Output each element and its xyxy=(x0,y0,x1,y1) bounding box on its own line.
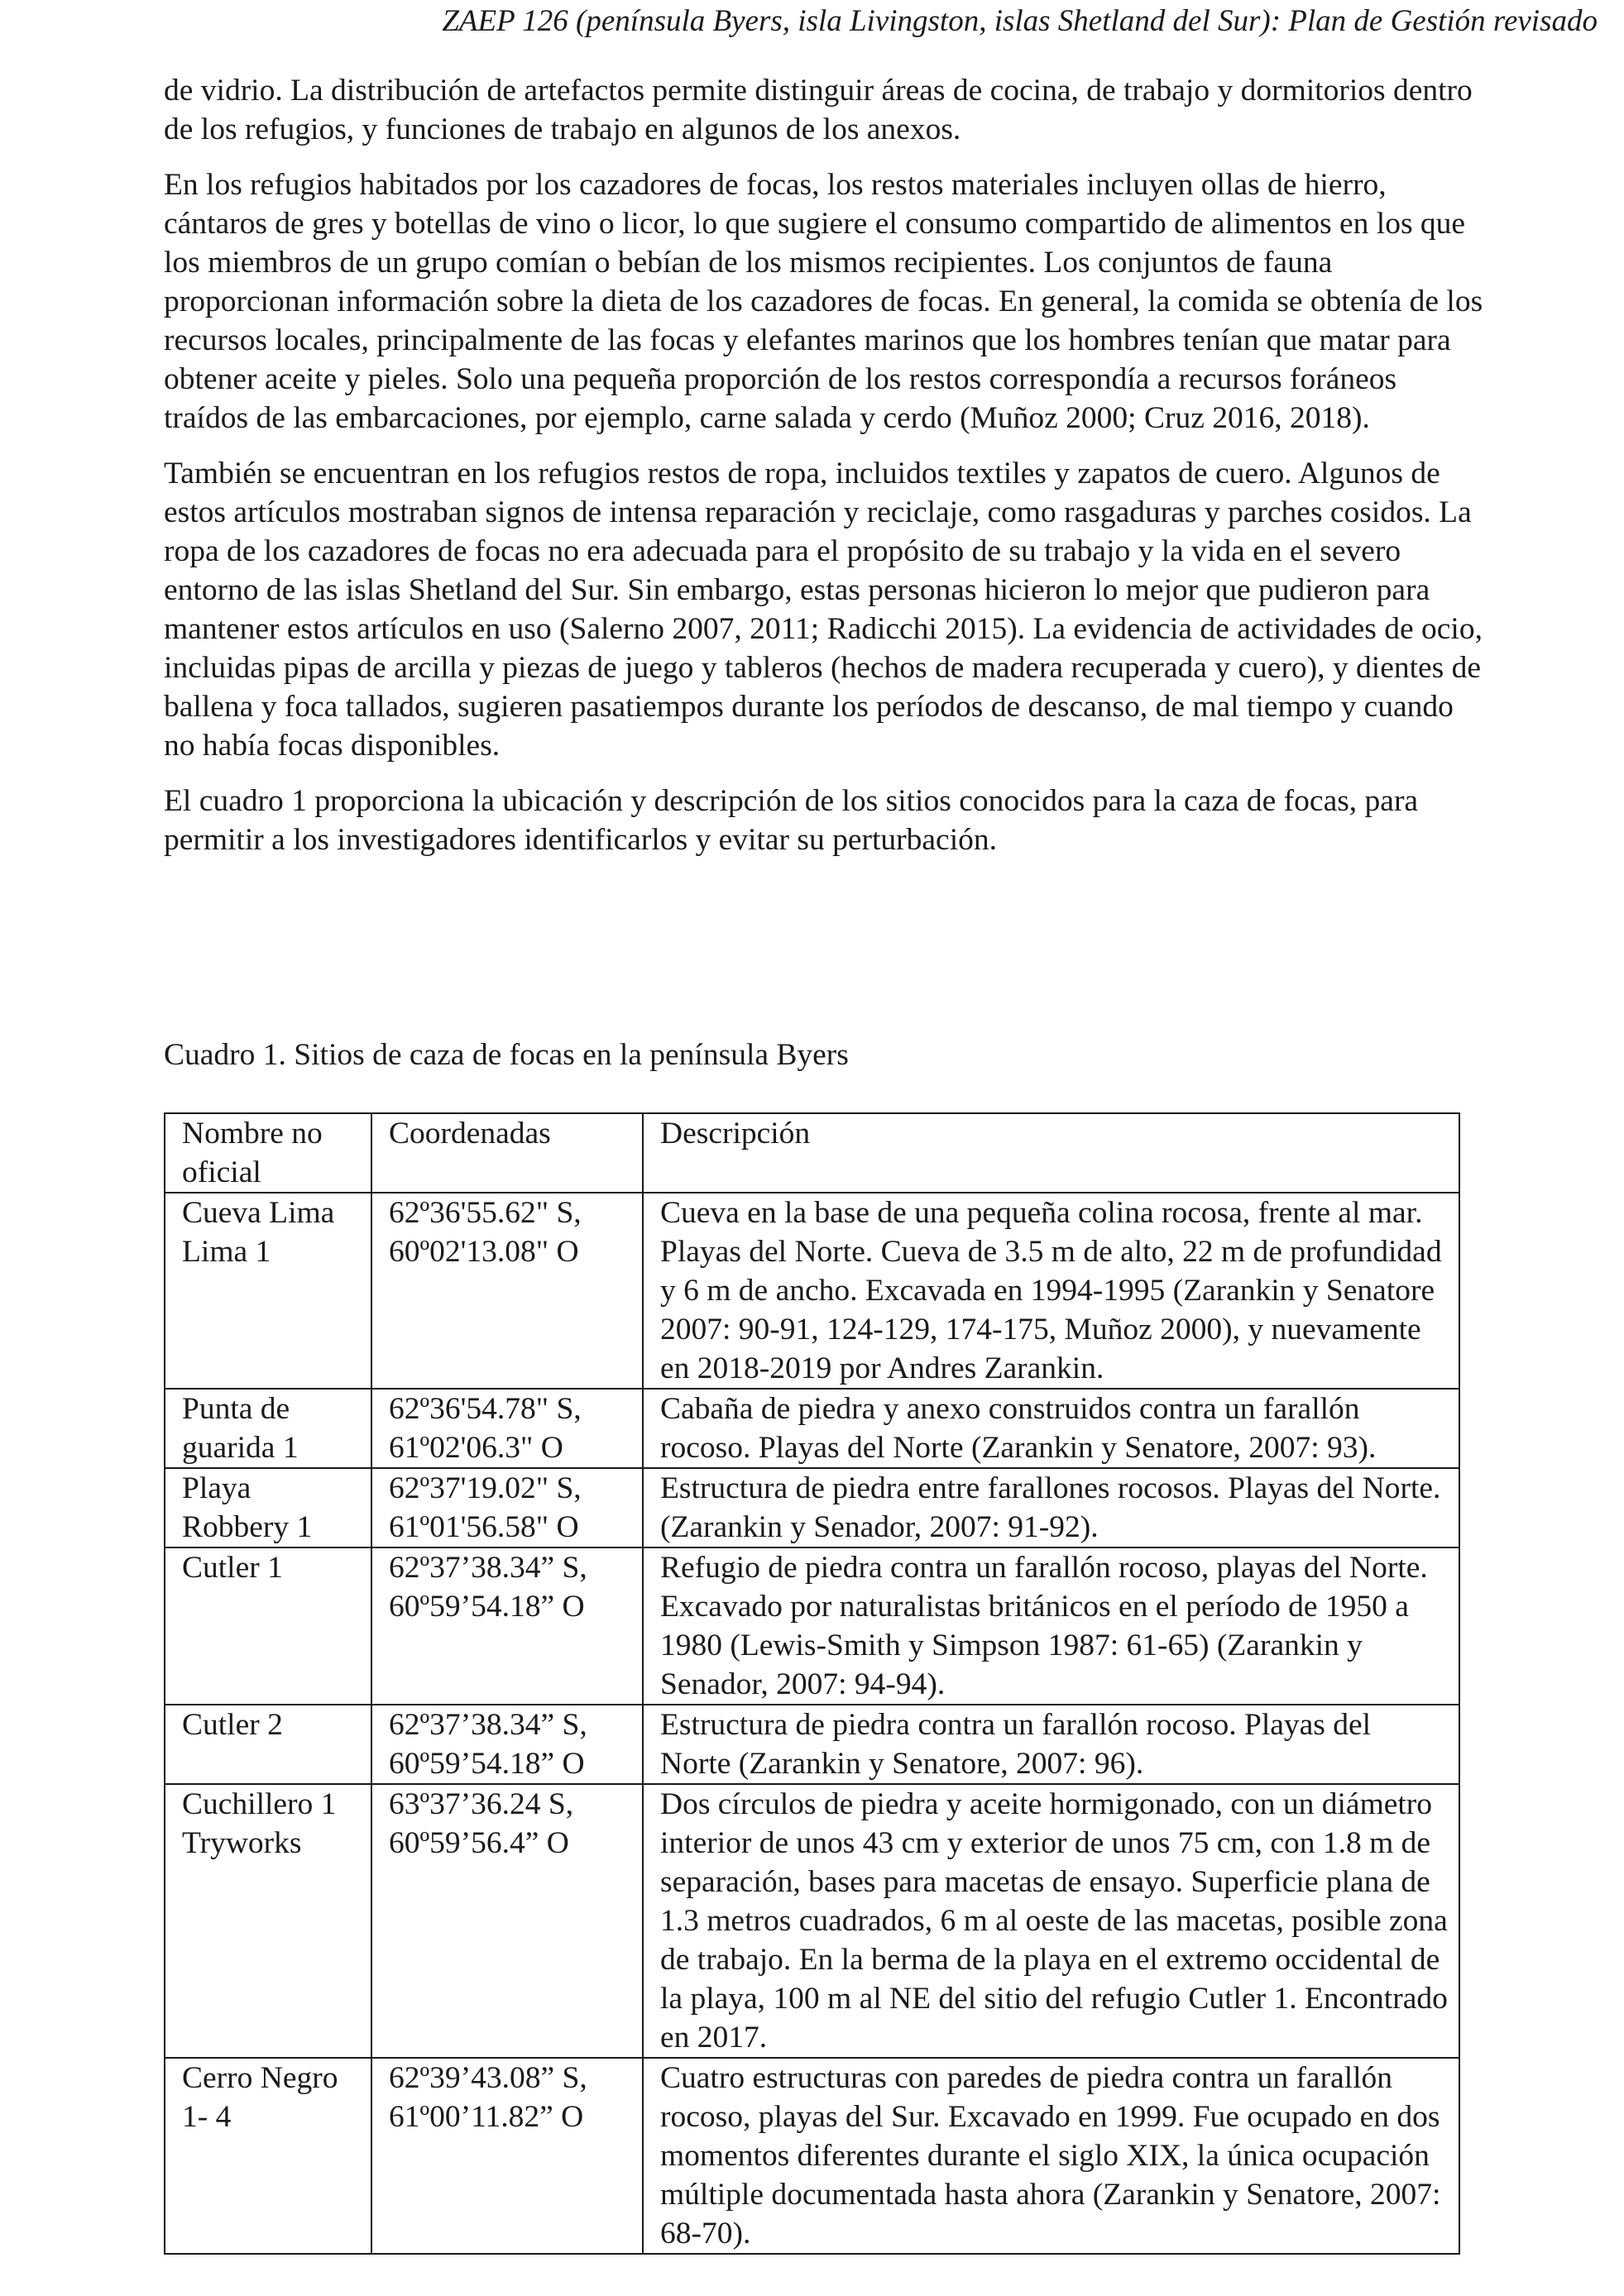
column-header-name: Nombre no oficial xyxy=(165,1113,371,1193)
column-header-description: Descripción xyxy=(643,1113,1459,1193)
coordinates-cell: 62º37’38.34” S, 60º59’54.18” O xyxy=(371,1547,643,1705)
table-row xyxy=(165,2058,1459,2254)
paragraph: También se encuentran en los refugios restos de ropa, incluidos textiles y zapatos de cuero. Algunos de estos artículos mostraban signos de intensa reparación y reciclaje, como rasgaduras y parches cosidos. La ropa de los cazadores de focas no era adecuada para el propósito de su trabajo y la vida en el severo entorno de las islas Shetland del Sur. Sin embargo, estas personas hicieron lo mejor que pudieron para mantener estos artículos en uso (Salerno 2007, 2011; Radicchi 2015). La evidencia de actividades de ocio, incluidas pipas de arcilla y piezas de juego y tableros (hechos de madera recuperada y cuero), y dientes de ballena y foca tallados, sugieren pasatiempos durante los períodos de descanso, de mal tiempo y cuando no había focas disponibles. xyxy=(164,457,1483,763)
description-cell: Cabaña de piedra y anexo construidos contra un farallón rocoso. Playas del Norte (Zarankin y Senatore, 2007: 93). xyxy=(643,1389,1459,1468)
site-name-cell: Cueva Lima Lima 1 xyxy=(165,1193,371,1389)
site-name-cell: Cutler 2 xyxy=(165,1705,371,1784)
table-row xyxy=(165,1389,1459,1468)
site-name-cell: Cerro Negro 1- 4 xyxy=(165,2058,371,2254)
site-name-cell: Playa Robbery 1 xyxy=(165,1468,371,1547)
paragraph: de vidrio. La distribución de artefactos permite distinguir áreas de cocina, de trabajo y dormitorios dentro de los refugios, y funciones de trabajo en algunos de los anexos. xyxy=(164,74,1473,146)
coordinates-cell: 62º37’38.34” S, 60º59’54.18” O xyxy=(371,1705,643,1784)
table-header-row xyxy=(165,1113,1459,1193)
description-cell: Dos círculos de piedra y aceite hormigonado, con un diámetro interior de unos 43 cm y exterior de unos 75 cm, con 1.8 m de separación, bases para macetas de ensayo. Superficie plana de 1.3 metros cuadrados, 6 m al oeste de las macetas, posible zona de trabajo. En la berma de la playa en el extremo occidental de la playa, 100 m al NE del sitio del refugio Cutler 1. Encontrado en 2017. xyxy=(643,1784,1459,2058)
coordinates-cell: 62º37'19.02" S, 61º01'56.58" O xyxy=(371,1468,643,1547)
table-row xyxy=(165,1784,1459,2058)
sealing-sites-table xyxy=(164,1112,1460,2255)
table-row xyxy=(165,1547,1459,1705)
coordinates-cell: 63º37’36.24 S, 60º59’56.4” O xyxy=(371,1784,643,2058)
coordinates-cell: 62º39’43.08” S, 61º00’11.82” O xyxy=(371,2058,643,2254)
site-name-cell: Punta de guarida 1 xyxy=(165,1389,371,1468)
description-cell: Cuatro estructuras con paredes de piedra contra un farallón rocoso, playas del Sur. Excavado en 1999. Fue ocupado en dos momentos diferentes durante el siglo XIX, la única ocupación múltiple documentada hasta ahora (Zarankin y Senatore, 2007: 68-70). xyxy=(643,2058,1459,2254)
table-row xyxy=(165,1705,1459,1784)
table-caption: Cuadro 1. Sitios de caza de focas en la península Byers xyxy=(164,1038,849,1072)
description-cell: Estructura de piedra contra un farallón rocoso. Playas del Norte (Zarankin y Senatore, 2007: 96). xyxy=(643,1705,1459,1784)
site-name-cell: Cuchillero 1 Tryworks xyxy=(165,1784,371,2058)
description-cell: Estructura de piedra entre farallones rocosos. Playas del Norte. (Zarankin y Senador, 2007: 91-92). xyxy=(643,1468,1459,1547)
coordinates-cell: 62º36'55.62" S, 60º02'13.08" O xyxy=(371,1193,643,1389)
table-row xyxy=(165,1468,1459,1547)
table-row xyxy=(165,1193,1459,1389)
paragraph: En los refugios habitados por los cazadores de focas, los restos materiales incluyen ollas de hierro, cántaros de gres y botellas de vino o licor, lo que sugiere el consumo compartido de alimentos en los que los miembros de un grupo comían o bebían de los mismos recipientes. Los conjuntos de fauna proporcionan información sobre la dieta de los cazadores de focas. En general, la comida se obtenía de los recursos locales, principalmente de las focas y elefantes marinos que los hombres tenían que matar para obtener aceite y pieles. Solo una pequeña proporción de los restos correspondía a recursos foráneos traídos de las embarcaciones, por ejemplo, carne salada y cerdo (Muñoz 2000; Cruz 2016, 2018). xyxy=(164,168,1483,435)
coordinates-cell: 62º36'54.78" S, 61º02'06.3" O xyxy=(371,1389,643,1468)
body-text xyxy=(164,71,1487,876)
running-header: ZAEP 126 (península Byers, isla Livingston, islas Shetland del Sur): Plan de Gestión revisado xyxy=(442,4,1598,38)
description-cell: Cueva en la base de una pequeña colina rocosa, frente al mar. Playas del Norte. Cueva de 3.5 m de alto, 22 m de profundidad y 6 m de ancho. Excavada en 1994-1995 (Zarankin y Senatore 2007: 90-91, 124-129, 174-175, Muñoz 2000), y nuevamente en 2018-2019 por Andres Zarankin. xyxy=(643,1193,1459,1389)
column-header-coordinates: Coordenadas xyxy=(371,1113,643,1193)
site-name-cell: Cutler 1 xyxy=(165,1547,371,1705)
paragraph: El cuadro 1 proporciona la ubicación y descripción de los sitios conocidos para la caza de focas, para permitir a los investigadores identificarlos y evitar su perturbación. xyxy=(164,784,1419,857)
description-cell: Refugio de piedra contra un farallón rocoso, playas del Norte. Excavado por naturalistas británicos en el período de 1950 a 1980 (Lewis-Smith y Simpson 1987: 61-65) (Zarankin y Senador, 2007: 94-94). xyxy=(643,1547,1459,1705)
